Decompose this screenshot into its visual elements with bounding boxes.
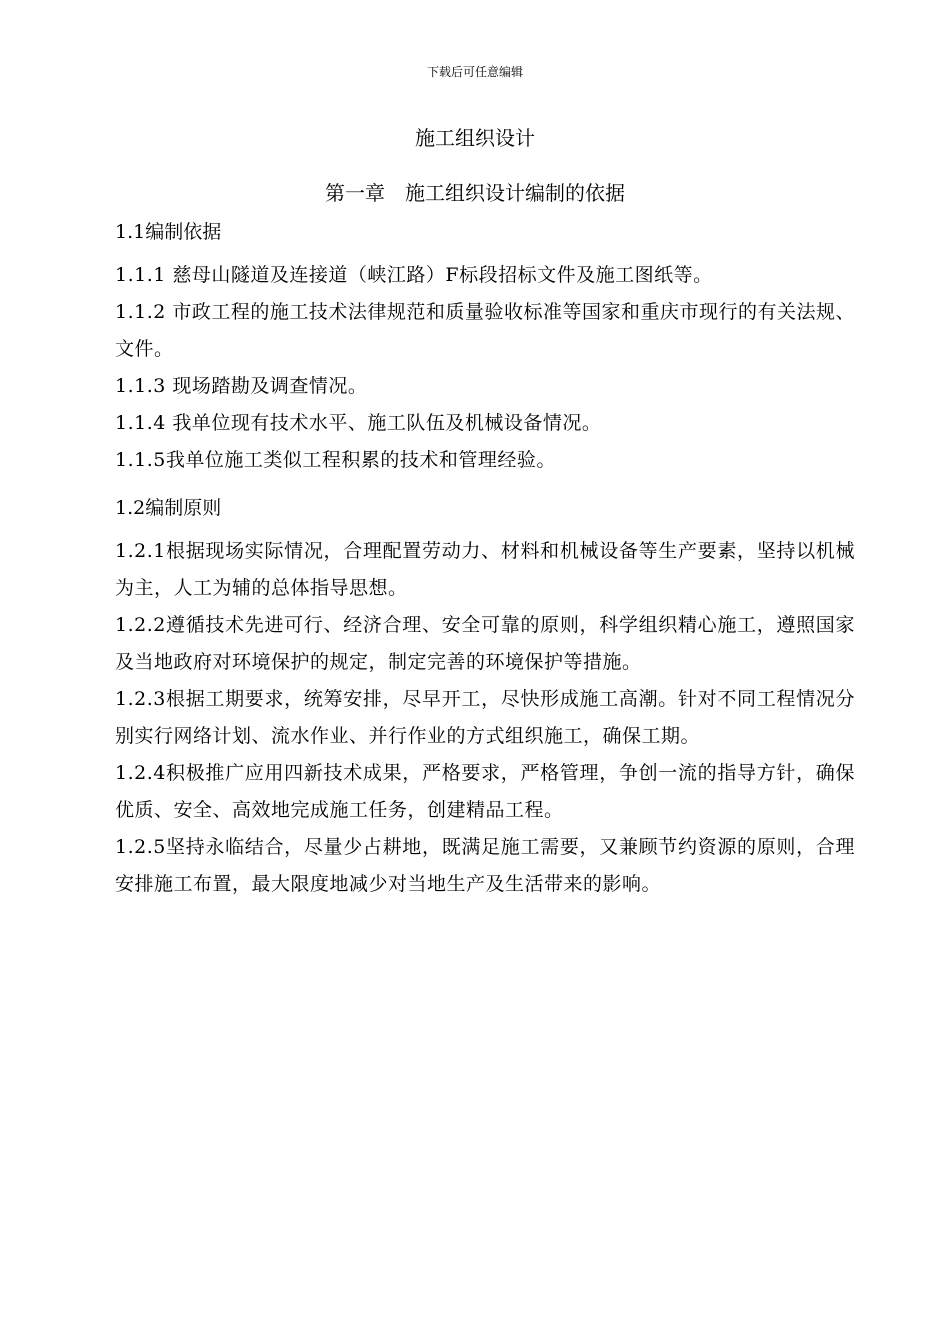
paragraph-1-1-4: 1.1.4 我单位现有技术水平、施工队伍及机械设备情况。 bbox=[115, 412, 602, 434]
section-heading-principles: 1.2编制原则 bbox=[115, 497, 222, 519]
document-title: 施工组织设计 bbox=[415, 126, 535, 150]
document-body bbox=[115, 215, 855, 903]
paragraph-1-1-2: 1.1.2 市政工程的施工技术法律规范和质量验收标准等国家和重庆市现行的有关法规、文件。 bbox=[115, 301, 855, 360]
paragraph-1-2-3: 1.2.3根据工期要求，统筹安排，尽早开工，尽快形成施工高潮。针对不同工程情况分别实行网络计划、流水作业、并行作业的方式组织施工，确保工期。 bbox=[115, 688, 855, 747]
paragraph-1-2-2: 1.2.2遵循技术先进可行、经济合理、安全可靠的原则，科学组织精心施工，遵照国家及当地政府对环境保护的规定，制定完善的环境保护等措施。 bbox=[115, 614, 855, 673]
chapter-title: 第一章 施工组织设计编制的依据 bbox=[325, 181, 625, 205]
paragraph-1-2-4: 1.2.4积极推广应用四新技术成果，严格要求，严格管理，争创一流的指导方针，确保优质、安全、高效地完成施工任务，创建精品工程。 bbox=[115, 762, 855, 821]
paragraph-1-1-1: 1.1.1 慈母山隧道及连接道（峡江路）F标段招标文件及施工图纸等。 bbox=[115, 264, 713, 286]
paragraph-1-2-1: 1.2.1根据现场实际情况，合理配置劳动力、材料和机械设备等生产要素，坚持以机械为主，人工为辅的总体指导思想。 bbox=[115, 540, 855, 599]
paragraph-1-2-5: 1.2.5坚持永临结合，尽量少占耕地，既满足施工需要，又兼顾节约资源的原则，合理安排施工布置，最大限度地减少对当地生产及生活带来的影响。 bbox=[115, 836, 855, 895]
section-heading-basis: 1.1编制依据 bbox=[115, 221, 222, 243]
paragraph-1-1-5: 1.1.5我单位施工类似工程积累的技术和管理经验。 bbox=[115, 449, 556, 471]
paragraph-1-1-3: 1.1.3 现场踏勘及调查情况。 bbox=[115, 375, 368, 397]
header-note: 下载后可任意编辑 bbox=[426, 65, 523, 79]
